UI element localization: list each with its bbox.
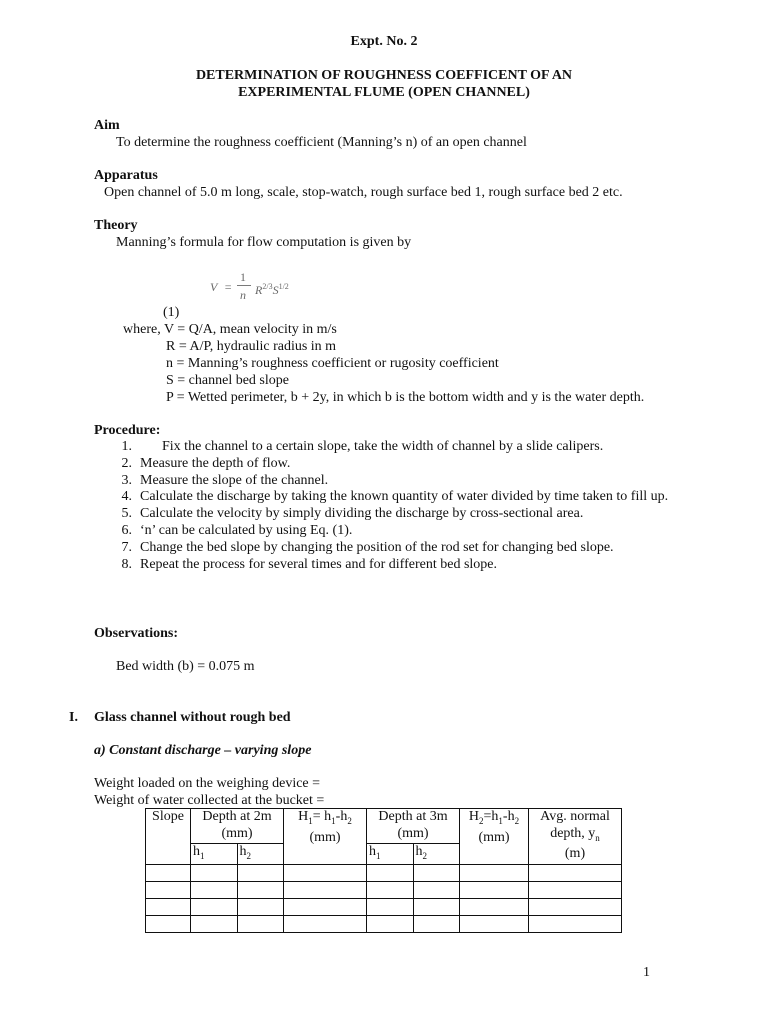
theory-heading: Theory bbox=[94, 218, 138, 233]
header-avg-depth: Avg. normal depth, $y_n$ (m) bbox=[529, 809, 622, 865]
title-line-1: DETERMINATION OF ROUGHNESS COEFFICENT OF AN bbox=[195, 68, 573, 83]
expt-number: Expt. No. 2 bbox=[350, 34, 418, 49]
table-row bbox=[146, 865, 622, 882]
subheader-h2: $h_2$ bbox=[413, 843, 460, 865]
procedure-heading: Procedure: bbox=[94, 423, 161, 438]
procedure-step: 3. Measure the slope of the channel. bbox=[121, 472, 329, 488]
header-depth-2m: Depth at 2m (mm) bbox=[191, 809, 284, 844]
section-title: Glass channel without rough bed bbox=[94, 710, 291, 725]
table-row bbox=[146, 916, 622, 933]
header-h1: $H_1= h_1-h_2$ (mm) bbox=[284, 809, 367, 865]
table-row bbox=[146, 899, 622, 916]
procedure-step: 8. Repeat the process for several times and for different bed slope. bbox=[121, 556, 497, 572]
mannings-equation bbox=[208, 268, 289, 304]
eq-numerator: 1 bbox=[240, 270, 246, 284]
where-line-4: S = channel bed slope bbox=[166, 373, 289, 388]
apparatus-text: Open channel of 5.0 m long, scale, stop-watch, rough surface bed 1, rough surface bed 2 etc. bbox=[104, 185, 623, 200]
aim-heading: Aim bbox=[94, 118, 120, 133]
theory-intro: Manning’s formula for flow computation is given by bbox=[116, 235, 412, 250]
eq-rs-term: $R^{2/3}S^{1/2}$ bbox=[255, 282, 289, 297]
procedure-step: 1. Fix the channel to a certain slope, take the width of channel by a slide calipers. bbox=[121, 439, 604, 454]
procedure-step: 2. Measure the depth of flow. bbox=[121, 455, 291, 471]
subheader-h1: $h_1$ bbox=[367, 843, 414, 865]
page-number: 1 bbox=[643, 965, 650, 980]
apparatus-heading: Apparatus bbox=[94, 168, 158, 183]
eq-fraction-bar bbox=[237, 285, 251, 286]
procedure-step: 6. ‘n’ can be calculated by using Eq. (1). bbox=[121, 522, 353, 538]
subheader-h2: $h_2$ bbox=[237, 843, 284, 865]
subheader-h1: $h_1$ bbox=[191, 843, 238, 865]
header-h2: $H_2=h_1-h_2$ (mm) bbox=[460, 809, 529, 865]
subsection-title: a) Constant discharge – varying slope bbox=[94, 743, 312, 758]
procedure-step: 4. Calculate the discharge by taking the known quantity of water divided by time taken to fill up. bbox=[121, 489, 669, 505]
procedure-step: 7. Change the bed slope by changing the position of the rod set for changing bed slope. bbox=[121, 539, 614, 555]
section-number: I. bbox=[69, 710, 78, 725]
weight-loaded: Weight loaded on the weighing device = bbox=[94, 776, 321, 791]
procedure-list bbox=[112, 439, 722, 573]
aim-text: To determine the roughness coefficient (Manning’s n) of an open channel bbox=[116, 135, 527, 150]
procedure-step: 5. Calculate the velocity by simply dividing the discharge by cross-sectional area. bbox=[121, 506, 584, 522]
eq-denominator: n bbox=[240, 288, 246, 302]
title-line-2: EXPERIMENTAL FLUME (OPEN CHANNEL) bbox=[238, 85, 530, 100]
observations-heading: Observations: bbox=[94, 626, 178, 641]
eq-lhs: V bbox=[210, 280, 218, 294]
eq-equals: = bbox=[224, 280, 233, 294]
where-line-2: R = A/P, hydraulic radius in m bbox=[166, 339, 337, 354]
where-line-3: n = Manning’s roughness coefficient or rugosity coefficient bbox=[166, 356, 499, 371]
eq-number: (1) bbox=[163, 305, 180, 320]
where-line-1: where, V = Q/A, mean velocity in m/s bbox=[123, 322, 337, 337]
bed-width: Bed width (b) = 0.075 m bbox=[116, 659, 255, 674]
header-depth-3m: Depth at 3m (mm) bbox=[367, 809, 460, 844]
observation-table bbox=[145, 808, 622, 933]
table-row bbox=[146, 882, 622, 899]
header-slope: Slope bbox=[146, 809, 191, 865]
weight-water: Weight of water collected at the bucket = bbox=[94, 793, 325, 808]
where-line-5: P = Wetted perimeter, b + 2y, in which b is the bottom width and y is the water depth. bbox=[166, 390, 645, 405]
